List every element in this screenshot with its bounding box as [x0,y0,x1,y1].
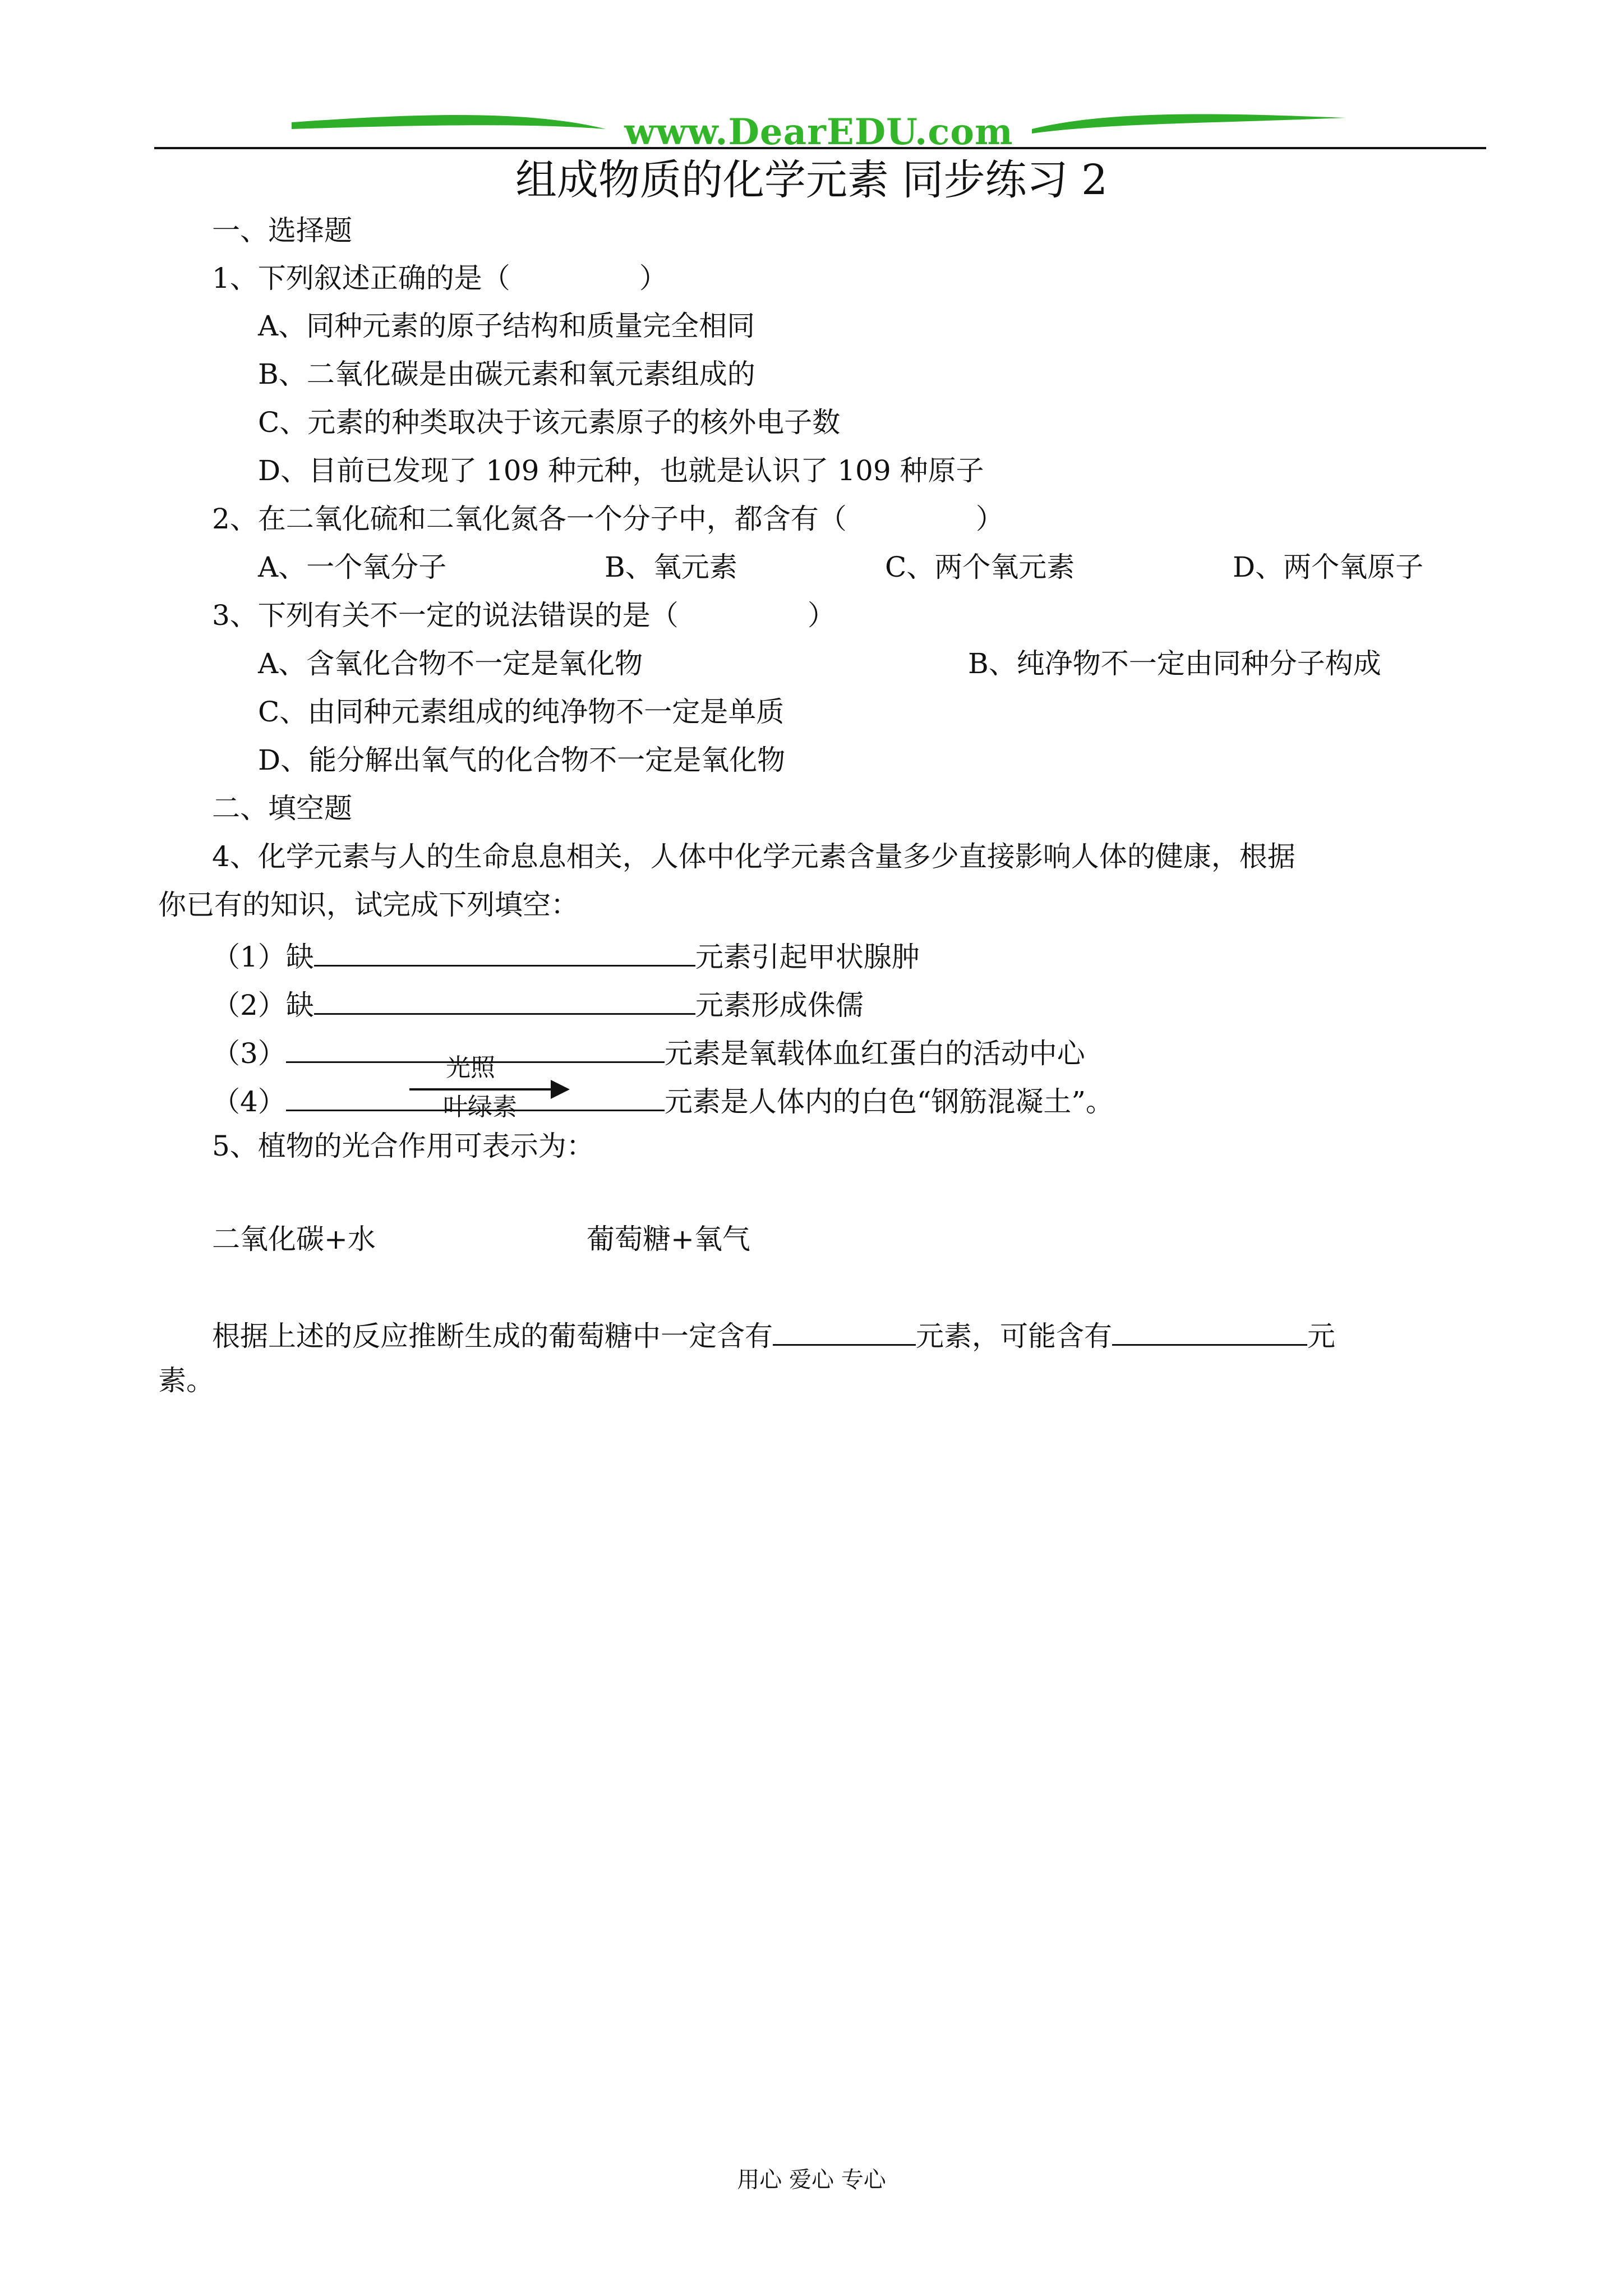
reaction-reactants: 二氧化碳+水 [212,1223,376,1255]
q2-option-d: D、两个氧原子 [1233,551,1424,583]
reaction-arrow [404,1053,572,1132]
q5-conclusion-end: 素。 [158,1364,214,1397]
reaction-condition-bottom: 叶绿素 [443,1093,517,1121]
q2-stem: 2、在二氧化硫和二氧化氮各一个分子中，都含有（ ） [212,503,1004,535]
q2-option-b: B、氧元素 [605,551,737,583]
q2-option-c: C、两个氧元素 [885,551,1075,583]
q1-option-b: B、二氧化碳是由碳元素和氧元素组成的 [258,358,755,390]
q4-item-1: （1）缺 元素引起甲状腺肿 [212,936,920,974]
q5-stem: 5、植物的光合作用可表示为： [212,1130,594,1162]
q1-option-c: C、元素的种类取决于该元素原子的核外电子数 [258,406,841,439]
q1-stem: 1、下列叙述正确的是（ ） [212,262,667,295]
q3-option-d: D、能分解出氧气的化合物不一定是氧化物 [258,744,786,776]
fill-blank[interactable] [314,936,695,967]
q4-item-4: （4） 元素是人体内的白色“钢筋混凝土”。 [212,1080,1114,1119]
q2-option-a: A、一个氧分子 [258,551,447,583]
q3-stem: 3、下列有关不一定的说法错误的是（ ） [212,599,836,632]
section-heading-fill: 二、填空题 [212,792,352,825]
q1-option-a: A、同种元素的原子结构和质量完全相同 [258,310,755,342]
section-heading-choice: 一、选择题 [212,214,352,247]
q5-conclusion: 根据上述的反应推断生成的葡萄糖中一定含有 元素，可能含有 元 [212,1315,1335,1354]
reaction-products: 葡萄糖+氧气 [587,1223,750,1255]
q3-option-b: B、纯净物不一定由同种分子构成 [968,647,1381,680]
page-title: 组成物质的化学元素 同步练习 2 [515,156,1108,204]
logo-text: www.DearEDU.com [624,111,1013,153]
q4-stem-line1: 4、化学元素与人的生命息息相关，人体中化学元素含量多少直接影响人体的健康，根据 [212,840,1295,873]
arrow-shaft [409,1088,552,1091]
q4-stem-line2: 你已有的知识，试完成下列填空： [158,889,579,921]
q3-option-a: A、含氧化合物不一定是氧化物 [258,647,643,680]
arrow-right-icon [551,1080,570,1099]
site-logo [292,107,1346,157]
fill-blank[interactable] [1112,1315,1307,1346]
q4-item-3: （3） 元素是氧载体血红蛋白的活动中心 [212,1032,1085,1071]
fill-blank[interactable] [773,1315,916,1346]
header-divider [154,147,1486,149]
q4-item-2: （2）缺 元素形成侏儒 [212,984,864,1023]
q3-option-c: C、由同种元素组成的纯净物不一定是单质 [258,696,785,728]
fill-blank[interactable] [314,984,695,1015]
reaction-condition-top: 光照 [446,1053,495,1082]
page-footer: 用心 爱心 专心 [737,2167,886,2193]
q1-option-d: D、目前已发现了 109 种元种，也就是认识了 109 种原子 [258,454,984,487]
